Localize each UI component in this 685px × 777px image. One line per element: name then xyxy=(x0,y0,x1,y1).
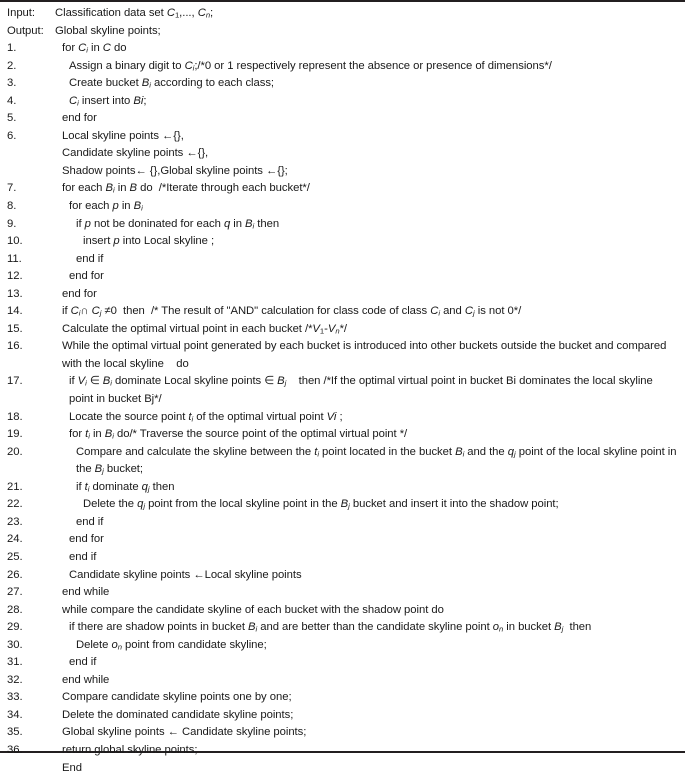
algorithm-line-17 xyxy=(0,373,685,408)
line-text: insert p into Local skyline ; xyxy=(83,235,215,248)
line-number: 33. xyxy=(7,691,23,704)
line-text: for $C_i$ in C do xyxy=(62,42,127,55)
algorithm-line-21 xyxy=(0,479,685,497)
algorithm-line-33 xyxy=(0,689,685,707)
algorithm-line-6-cont-2 xyxy=(0,163,685,181)
line-number: 6. xyxy=(7,129,17,142)
line-text: $C_i$ insert into Bi; xyxy=(69,94,147,108)
line-number: 15. xyxy=(7,322,23,335)
line-number: 25. xyxy=(7,550,23,563)
line-text: end if xyxy=(69,656,97,669)
line-text: Compare candidate skyline points one by one; xyxy=(62,691,292,704)
line-text: Create bucket $B_i$ according to each class; xyxy=(69,77,275,90)
algorithm-line-24 xyxy=(0,531,685,549)
algorithm-line-10 xyxy=(0,233,685,251)
algorithm-line-9 xyxy=(0,216,685,234)
line-text: Local skyline points ←{}, xyxy=(62,129,184,142)
algorithm-line-2 xyxy=(0,58,685,76)
line-text: if $t_i$ dominate $q_j$ then xyxy=(76,480,175,494)
line-text: while compare the candidate skyline of each bucket with the shadow point do xyxy=(62,603,444,616)
line-number: 4. xyxy=(7,94,17,107)
line-text: Shadow points← {},Global skyline points ←{}; xyxy=(62,164,288,177)
line-number: 14. xyxy=(7,305,23,318)
input-label: Input: xyxy=(7,7,35,19)
algorithm-line-32 xyxy=(0,672,685,690)
algorithm-line-27 xyxy=(0,584,685,602)
algorithm-line-4 xyxy=(0,93,685,111)
line-number: 19. xyxy=(7,428,23,441)
line-number: 12. xyxy=(7,270,23,283)
algorithm-line-36 xyxy=(0,742,685,760)
algorithm-line-28 xyxy=(0,602,685,620)
line-number: 32. xyxy=(7,673,23,686)
line-number: 5. xyxy=(7,112,17,125)
algorithm-line-19 xyxy=(0,426,685,444)
line-number: 29. xyxy=(7,621,23,634)
line-number: 8. xyxy=(7,200,17,213)
line-text: end for xyxy=(69,533,104,546)
algorithm-line-13 xyxy=(0,286,685,304)
algorithm-line-25 xyxy=(0,549,685,567)
line-text: end if xyxy=(76,252,104,265)
line-number: 28. xyxy=(7,603,23,616)
line-text: end while xyxy=(62,673,110,686)
line-number: 22. xyxy=(7,498,23,511)
line-number: 3. xyxy=(7,77,17,90)
line-text: end for xyxy=(62,287,97,300)
algorithm-line-20 xyxy=(0,444,685,479)
line-text: end if xyxy=(76,515,104,528)
line-text: Global skyline points ← Candidate skyline points; xyxy=(62,726,307,739)
line-text: Assign a binary digit to $C_i;/*0$ or 1 respectively represent the absence or presence of dimensions*/ xyxy=(69,59,552,73)
algorithm-line-34 xyxy=(0,707,685,725)
algorithm-line-1 xyxy=(0,40,685,58)
algorithm-line-12 xyxy=(0,268,685,286)
algorithm-line-11 xyxy=(0,251,685,269)
line-text: Delete the dominated candidate skyline points; xyxy=(62,708,294,721)
line-number: 9. xyxy=(7,217,17,230)
line-number: 26. xyxy=(7,568,23,581)
line-text: End xyxy=(62,761,82,774)
algorithm-line-30 xyxy=(0,637,685,655)
line-number: 24. xyxy=(7,533,23,546)
line-number: 10. xyxy=(7,235,23,248)
algorithm-line-3 xyxy=(0,75,685,93)
algorithm-line-18 xyxy=(0,409,685,427)
input-text: Classification data set $C_1$,..., $C_n$; xyxy=(55,7,214,20)
line-text: if $V_i$ ∈ $B_i$ dominate Local skyline points ∈ $B_j$ then /*If the optimal virtual point in bucket Bi dominates the local skyline point in bucket Bj*/ xyxy=(69,375,656,406)
algorithm-line-23 xyxy=(0,514,685,532)
line-number: 2. xyxy=(7,59,17,72)
line-text: end for xyxy=(69,270,104,283)
line-number: 13. xyxy=(7,287,23,300)
algorithm-input-row xyxy=(0,5,685,23)
line-text: if there are shadow points in bucket $B_i$ and are better than the candidate skyline point $o_n$ in bucket $B_j$ then xyxy=(69,621,592,634)
line-number: 18. xyxy=(7,410,23,423)
line-number: 17. xyxy=(7,375,23,388)
line-text: for each $B_i$ in B do /*Iterate through each bucket*/ xyxy=(62,182,310,196)
algorithm-line-16 xyxy=(0,338,685,373)
line-number: 23. xyxy=(7,515,23,528)
line-text: Compare and calculate the skyline between the $t_i$ point located in the bucket $B_i$ and the $q_j$ point of the local skyline point in the $B_j$ bucket; xyxy=(76,445,680,476)
line-number: 36. xyxy=(7,743,23,756)
algorithm-line-15 xyxy=(0,321,685,339)
line-text: Locate the source point $t_i$ of the optimal virtual point Vi ; xyxy=(69,410,343,424)
line-number: 30. xyxy=(7,638,23,651)
line-text: if $C_i\cap$ $C_j \ne 0$ then /* The result of "AND" calculation for class code of class $C_i$ and $C_j$ is not 0*/ xyxy=(62,305,522,318)
algorithm-line-5 xyxy=(0,110,685,128)
line-text: Delete $o_n$ point from candidate skyline; xyxy=(76,638,267,652)
algorithm-line-8 xyxy=(0,198,685,216)
line-text: end if xyxy=(69,550,97,563)
line-text: for $t_i$ in $B_i$ do/* Traverse the source point of the optimal virtual point */ xyxy=(69,428,408,441)
line-number: 1. xyxy=(7,42,17,55)
algorithm-end-row xyxy=(0,760,685,777)
line-text: While the optimal virtual point generated by each bucket is introduced into other buckets outside the bucket and compared with the local skyline do xyxy=(62,340,670,370)
line-number: 11. xyxy=(7,252,22,265)
line-number: 16. xyxy=(7,340,23,353)
algorithm-line-7 xyxy=(0,180,685,198)
line-number: 35. xyxy=(7,726,23,739)
line-text: for each p in $B_i$ xyxy=(69,200,143,213)
output-text: Global skyline points; xyxy=(55,24,161,37)
line-number: 31. xyxy=(7,656,23,669)
algorithm-line-14 xyxy=(0,303,685,321)
algorithm-line-22 xyxy=(0,496,685,514)
line-number: 7. xyxy=(7,182,17,195)
line-number: 27. xyxy=(7,586,23,599)
algorithm-line-26 xyxy=(0,567,685,585)
line-number: 21. xyxy=(7,480,23,493)
line-text: Candidate skyline points ←{}, xyxy=(62,147,209,160)
line-text: end while xyxy=(62,586,110,599)
algorithm-line-35 xyxy=(0,724,685,742)
line-text: Candidate skyline points ←Local skyline points xyxy=(69,568,302,581)
line-text: if p not be doninated for each q in $B_i$ then xyxy=(76,217,280,231)
line-text: end for xyxy=(62,112,97,125)
line-number: 34. xyxy=(7,708,23,721)
line-text: Calculate the optimal virtual point in each bucket $/*V_1-V_n*/$ xyxy=(62,322,348,336)
output-label: Output: xyxy=(7,24,44,37)
algorithm-line-6-cont-1 xyxy=(0,145,685,163)
algorithm-line-29 xyxy=(0,619,685,637)
line-number: 20. xyxy=(7,445,23,458)
algorithm-line-31 xyxy=(0,654,685,672)
algorithm-output-row xyxy=(0,23,685,41)
algorithm-line-6 xyxy=(0,128,685,146)
line-text: return global skyline points; xyxy=(62,743,198,756)
line-text: Delete the $q_j$ point from the local skyline point in the $B_j$ bucket and insert it into the shadow point; xyxy=(83,498,559,511)
